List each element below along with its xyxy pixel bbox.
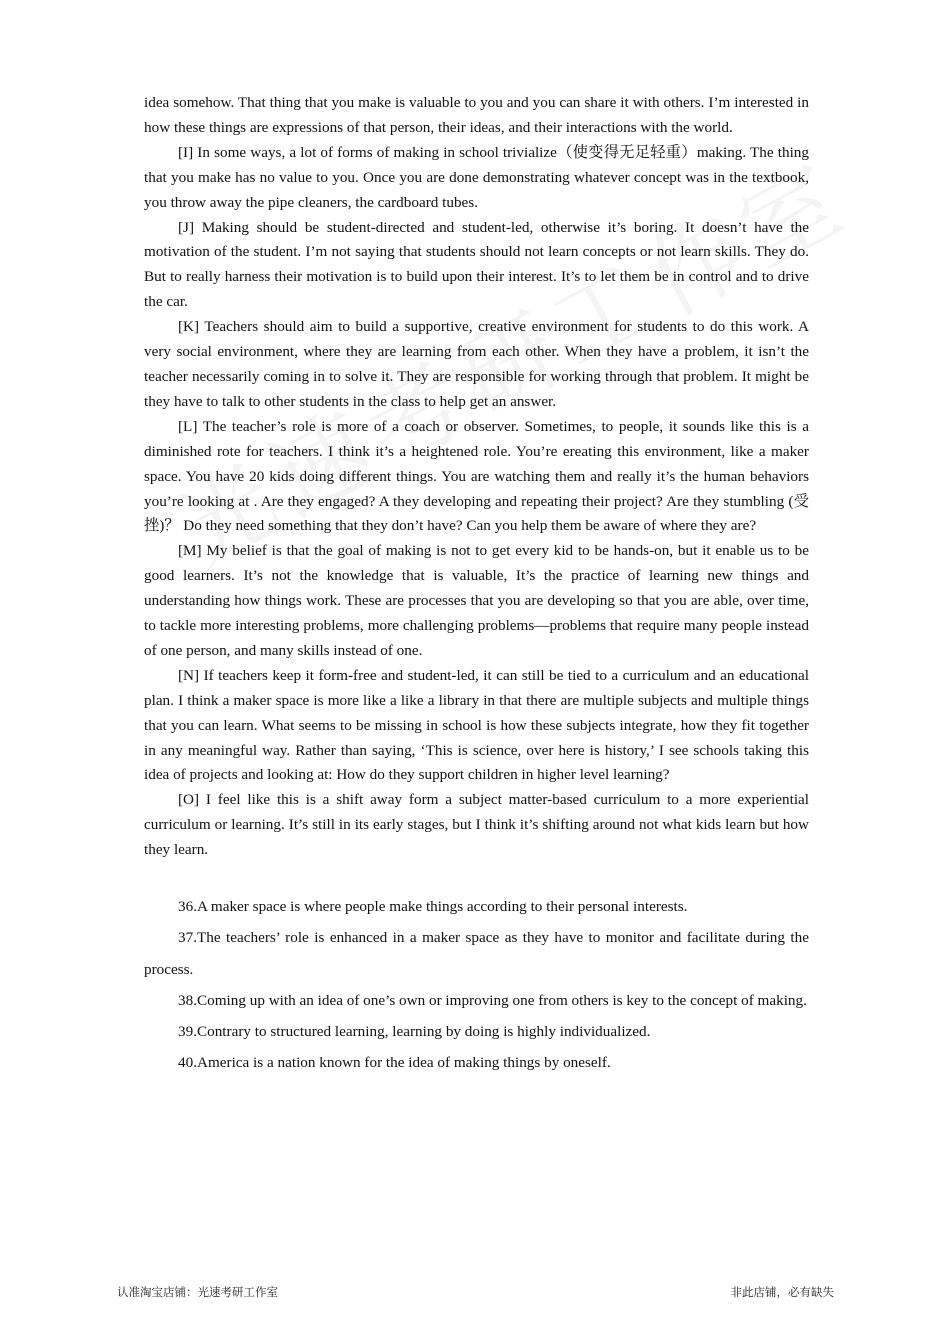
footer-right-text: 非此店铺，必有缺失 — [730, 1285, 834, 1299]
document-body — [144, 91, 809, 1078]
question-38: 38.Coming up with an idea of one’s own or improving one from others is key to the concept of making. — [178, 991, 807, 1009]
passage — [144, 91, 809, 863]
question-39: 39.Contrary to structured learning, learning by doing is highly individualized. — [178, 1022, 651, 1040]
question-40: 40.America is a nation known for the idea of making things by oneself. — [178, 1054, 611, 1072]
footer-left-text: 认准淘宝店铺：光速考研工作室 — [117, 1285, 278, 1299]
passage-paragraph-n: [N] If teachers keep it form-free and student-led, it can still be tied to a curriculum and an educational plan. I think a maker space is more like a like a library in that there are multiple subjects and multiple things that you can learn. What seems to be missing in school is how these subjects integrate, how they fit together in any meaningful way. Rather than saying, ‘This is science, over here is history,’ I see schools taking this idea of projects and looking at: How do they support children in higher level learning? — [144, 666, 809, 784]
passage-paragraph-m: [M] My belief is that the goal of making is not to get every kid to be hands-on, but it enable us to be good learners. It’s not the knowledge that is valuable, It’s the practice of learning new things and understanding how things work. These are processes that you are developing so that you are able, over time, to tackle more interesting problems, more challenging problems—problems that require many people instead of one person, and many skills instead of one. — [144, 542, 809, 659]
passage-paragraph-l: [L] The teacher’s role is more of a coach or observer. Sometimes, to people, it sounds like this is a diminished rote for teachers. I think it’s a heightened role. You’re ereating this environment, like a maker space. You have 20 kids doing different things. You are watching them and really it’s the human behaviors you’re looking at . Are they engaged? A they developing and repeating their project? Are they stumbling (受挫)？ Do they need something that they don’t have? Can you help them be aware of where they are? — [144, 417, 809, 535]
passage-paragraph-j: [J] Making should be student-directed and student-led, otherwise it’s boring. It doesn’t have the motivation of the student. I’m not saying that students should not learn concepts or not learn skills. They do. But to really harness their motivation is to build upon their interest. It’s to let them be in control and to drive the car. — [144, 218, 809, 311]
question-36: 36.A maker space is where people make things according to their personal interests. — [178, 898, 688, 916]
passage-paragraph-i: [I] In some ways, a lot of forms of making in school trivialize（使变得无足轻重）making. The thing that you make has no value to you. Once you are done demonstrating whatever concept was in the textbook, you throw away the pipe cleaners, the cardboard tubes. — [144, 143, 809, 211]
question-37: 37.The teachers’ role is enhanced in a maker space as they have to monitor and facilitate during the process. — [144, 929, 809, 978]
passage-paragraph-k: [K] Teachers should aim to build a supportive, creative environment for students to do this work. A very social environment, where they are learning from each other. When they have a problem, it isn’t the teacher necessarily coming in to solve it. They are responsible for working through that problem. It might be they have to talk to other students in the class to help get an answer. — [144, 318, 809, 410]
question-list — [144, 891, 809, 1078]
passage-paragraph-o: [O] I feel like this is a shift away form a subject matter-based curriculum to a more experiential curriculum or learning. It’s still in its early stages, but I think it’s shifting around not what kids learn but how they learn. — [144, 791, 809, 859]
page-footer — [117, 1284, 834, 1300]
passage-paragraph-continuation: idea somehow. That thing that you make is valuable to you and you can share it with others. I’m interested in how these things are expressions of that person, their ideas, and their interactions with the world. — [144, 94, 809, 136]
